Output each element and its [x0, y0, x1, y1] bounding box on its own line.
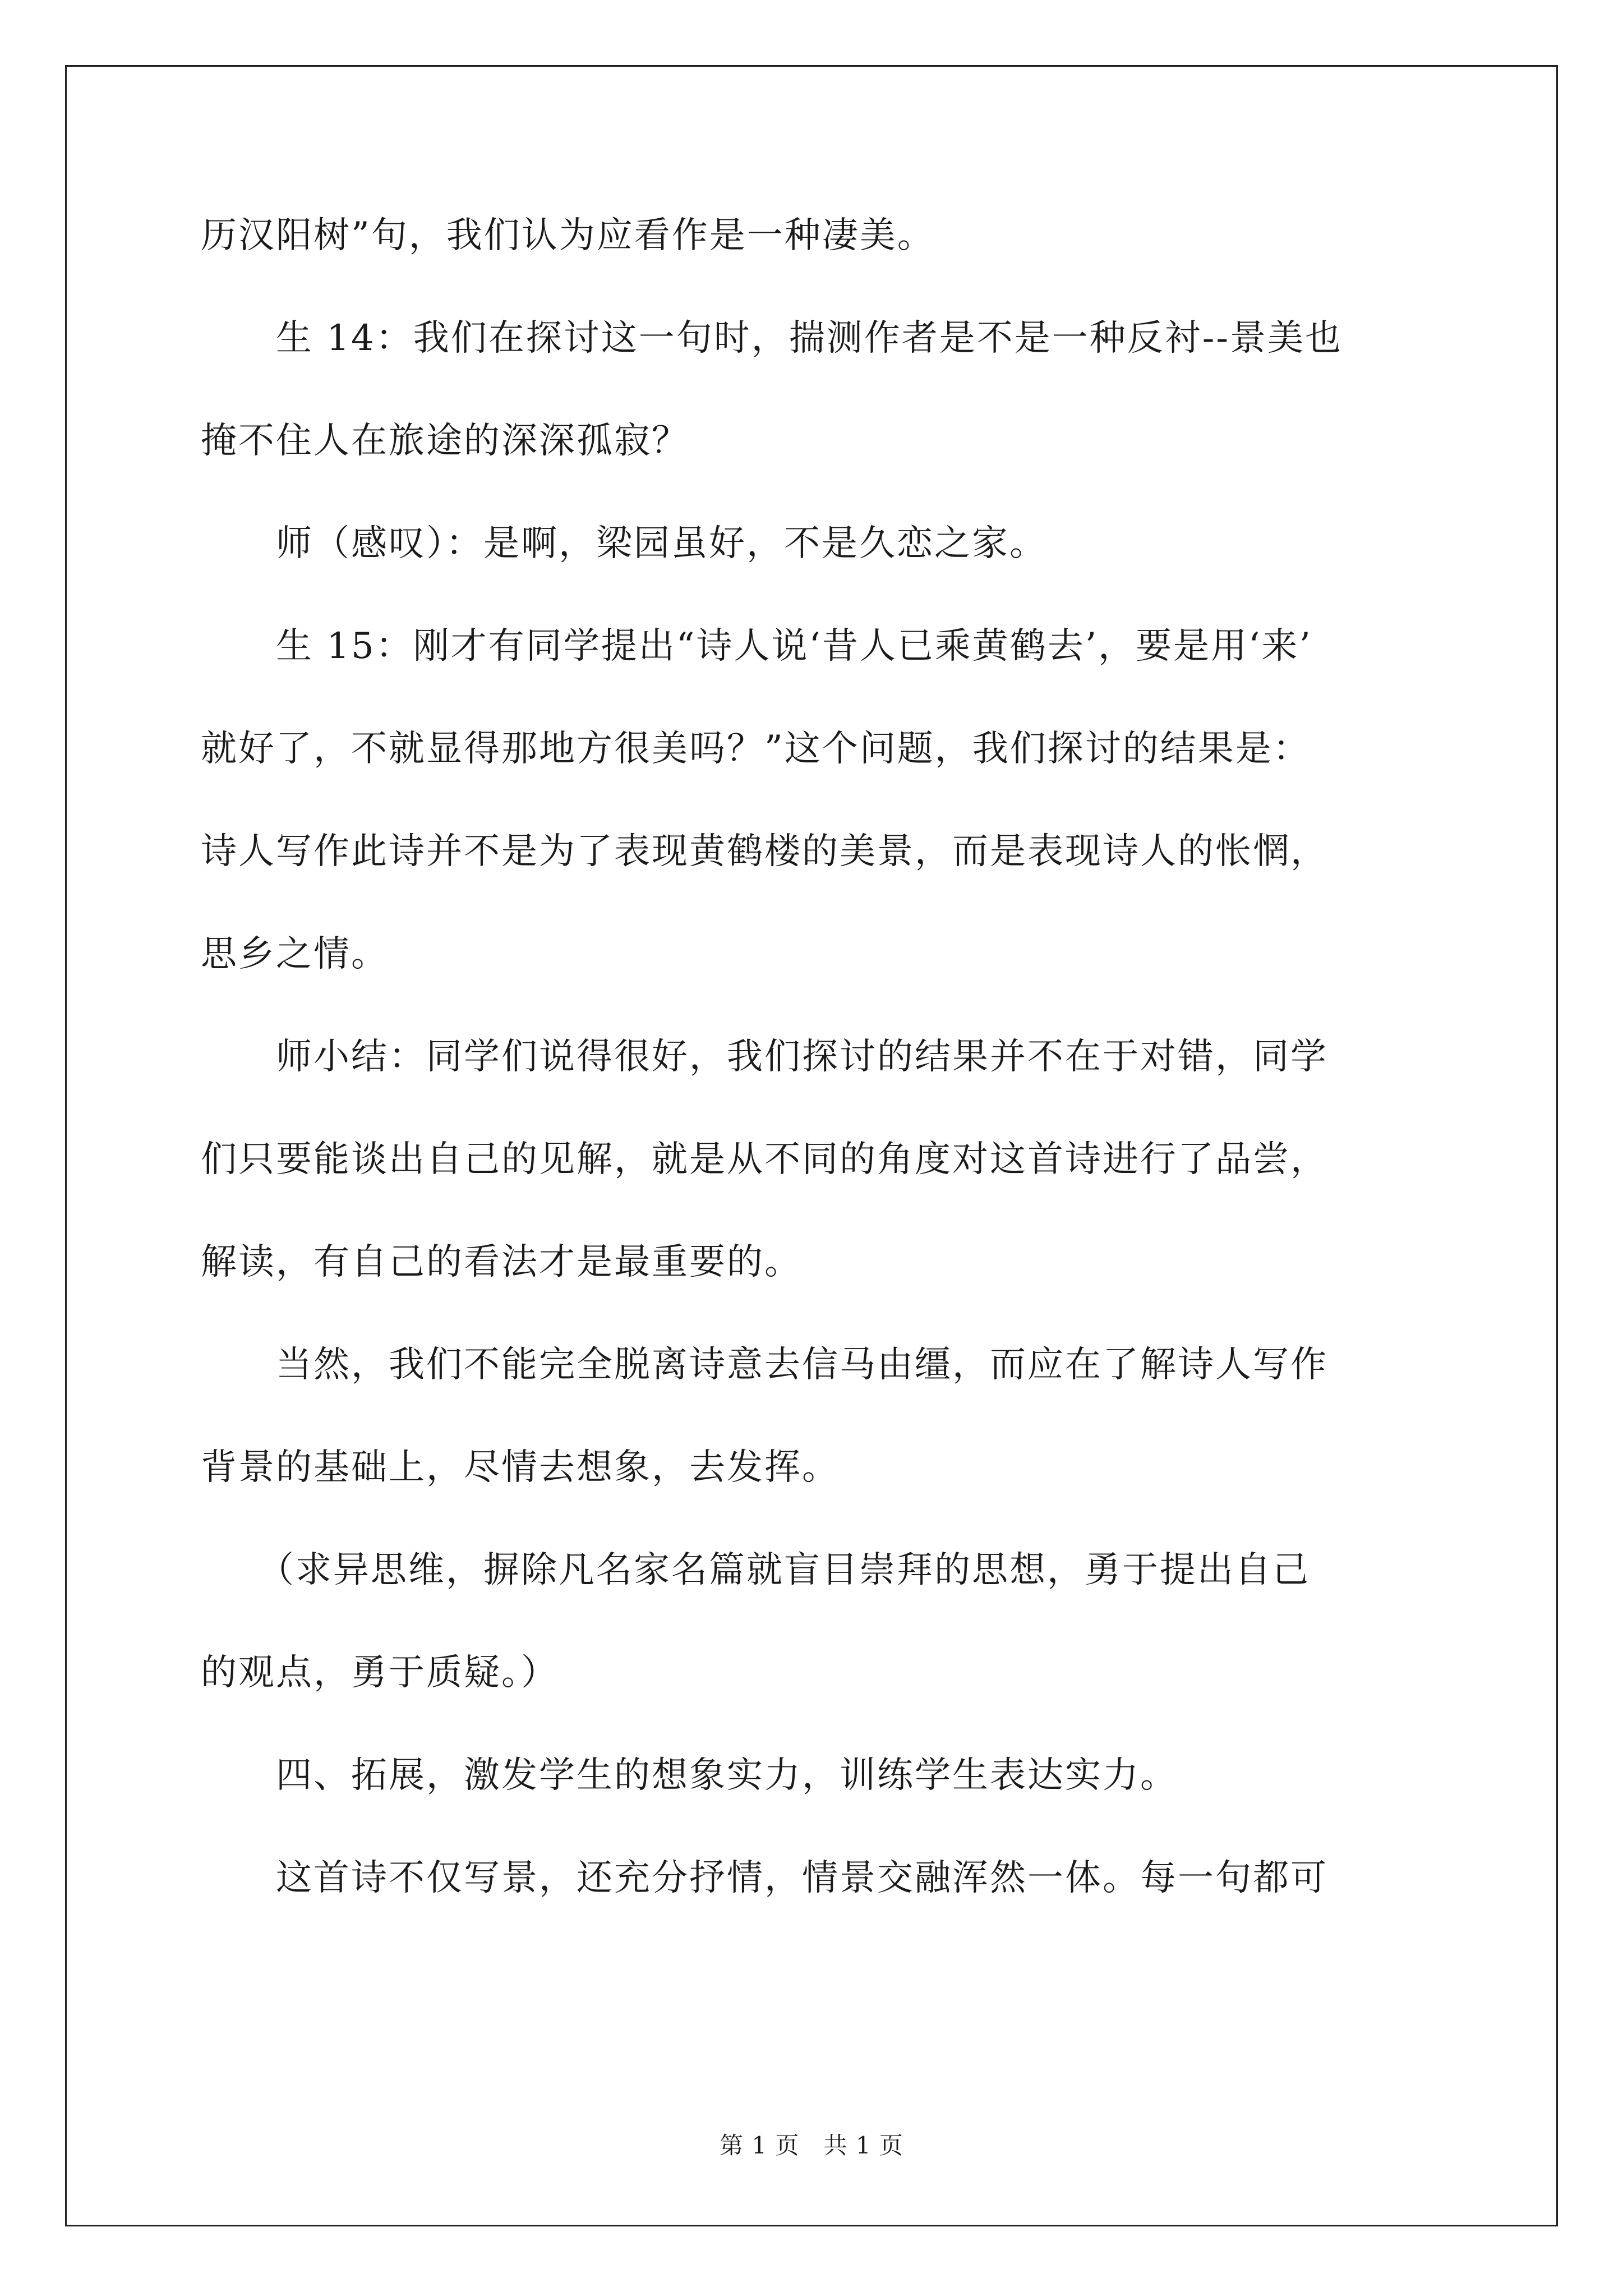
text-line: 这首诗不仅写景，还充分抒情，情景交融浑然一体。每一句都可 [201, 1857, 1328, 1899]
text-line: 掩不住人在旅途的深深孤寂？ [201, 420, 689, 462]
text-line: 解读，有自己的看法才是最重要的。 [201, 1241, 802, 1283]
text-line: 生 15：刚才有同学提出“诗人说‘昔人已乘黄鹤去’，要是用‘来’ [201, 625, 1312, 667]
text-line: 当然，我们不能完全脱离诗意去信马由缰，而应在了解诗人写作 [201, 1344, 1328, 1386]
text-line: 四、拓展，激发学生的想象实力，训练学生表达实力。 [201, 1755, 1178, 1796]
text-line: 师（感叹）：是啊，梁园虽好，不是久恋之家。 [201, 523, 1047, 564]
text-line: （求异思维，摒除凡名家名篇就盲目崇拜的思想，勇于提出自己 [201, 1549, 1310, 1591]
text-line: 就好了，不就显得那地方很美吗？”这个问题，我们探讨的结果是： [201, 728, 1311, 770]
text-line: 背景的基础上，尽情去想象，去发挥。 [201, 1447, 840, 1488]
text-line: 思乡之情。 [201, 933, 389, 975]
page-number-footer: 第 1 页 共 1 页 [720, 2132, 903, 2159]
text-line: 生 14：我们在探讨这一句时，揣测作者是不是一种反衬--景美也 [201, 318, 1343, 359]
text-line: 们只要能谈出自己的见解，就是从不同的角度对这首诗进行了品尝， [201, 1139, 1328, 1180]
text-line: 诗人写作此诗并不是为了表现黄鹤楼的美景，而是表现诗人的怅惘， [201, 831, 1328, 872]
text-line: 师小结：同学们说得很好，我们探讨的结果并不在于对错，同学 [201, 1036, 1328, 1078]
text-line: 的观点，勇于质疑。） [201, 1652, 559, 1694]
text-line: 历汉阳树”句，我们认为应看作是一种凄美。 [201, 215, 935, 256]
